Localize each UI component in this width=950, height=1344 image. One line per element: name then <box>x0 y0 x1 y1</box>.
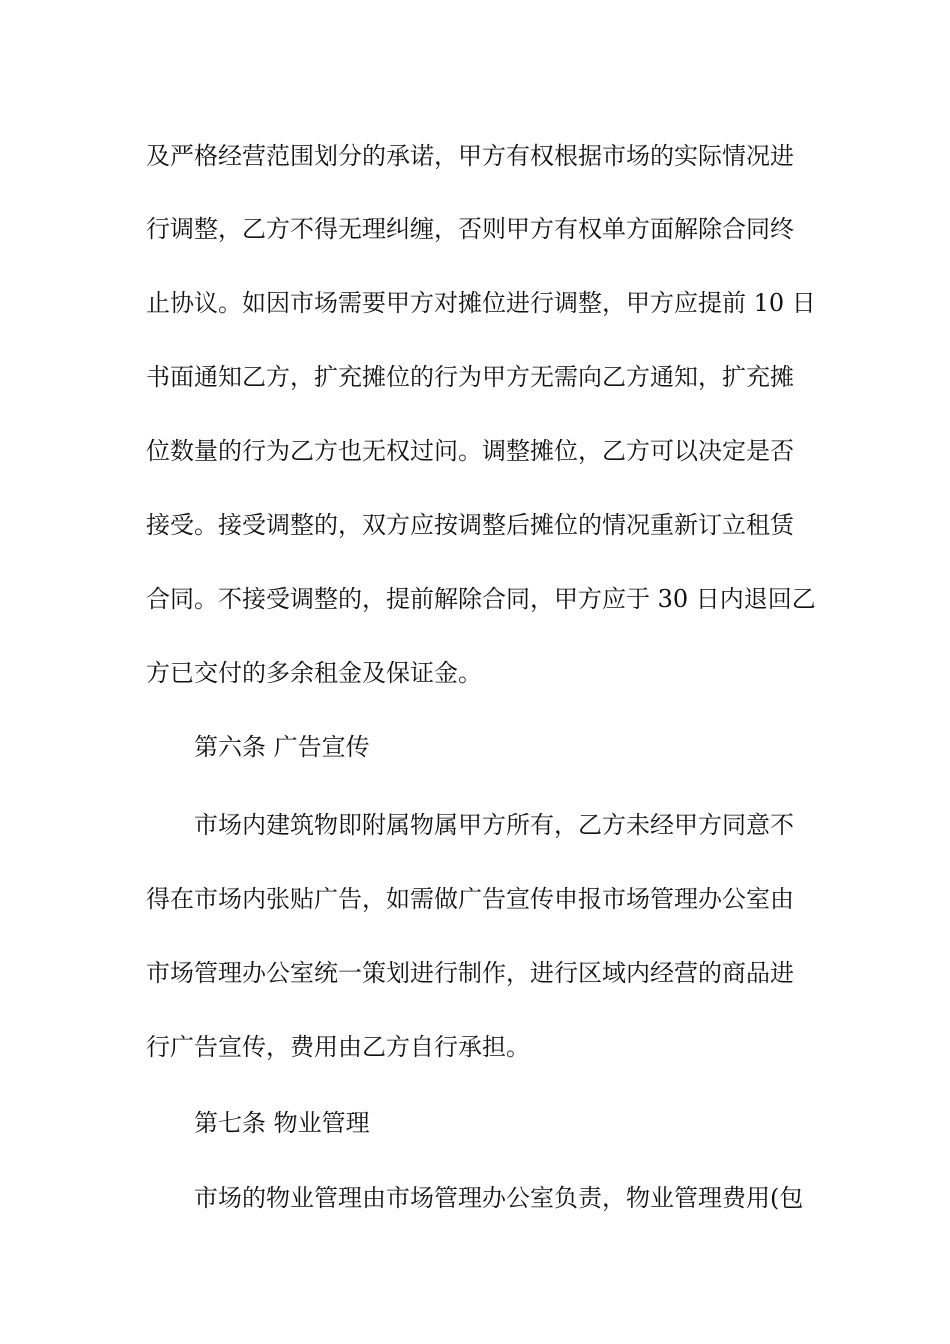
text-line: 得在市场内张贴广告，如需做广告宣传申报市场管理办公室由 <box>146 885 794 913</box>
text-line: 市场的物业管理由市场管理办公室负责，物业管理费用(包 <box>194 1184 804 1212</box>
text-line: 接受。接受调整的，双方应按调整后摊位的情况重新订立租赁 <box>146 511 794 539</box>
text-line: 市场管理办公室统一策划进行制作，进行区域内经营的商品进 <box>146 959 794 987</box>
text-line: 书面通知乙方，扩充摊位的行为甲方无需向乙方通知，扩充摊 <box>146 363 794 391</box>
text-line: 合同。不接受调整的，提前解除合同，甲方应于 30 日内退回乙 <box>146 585 816 613</box>
text-line: 位数量的行为乙方也无权过问。调整摊位，乙方可以决定是否 <box>146 437 794 465</box>
text-line: 止协议。如因市场需要甲方对摊位进行调整，甲方应提前 10 日 <box>146 289 816 317</box>
section-heading: 第六条 广告宣传 <box>194 733 370 761</box>
text-line: 行广告宣传，费用由乙方自行承担。 <box>146 1033 530 1061</box>
text-line: 方已交付的多余租金及保证金。 <box>146 659 482 687</box>
section-heading: 第七条 物业管理 <box>194 1109 370 1137</box>
text-line: 行调整，乙方不得无理纠缠，否则甲方有权单方面解除合同终 <box>146 215 794 243</box>
text-line: 及严格经营范围划分的承诺，甲方有权根据市场的实际情况进 <box>146 142 794 170</box>
text-line: 市场内建筑物即附属物属甲方所有，乙方未经甲方同意不 <box>194 811 794 839</box>
